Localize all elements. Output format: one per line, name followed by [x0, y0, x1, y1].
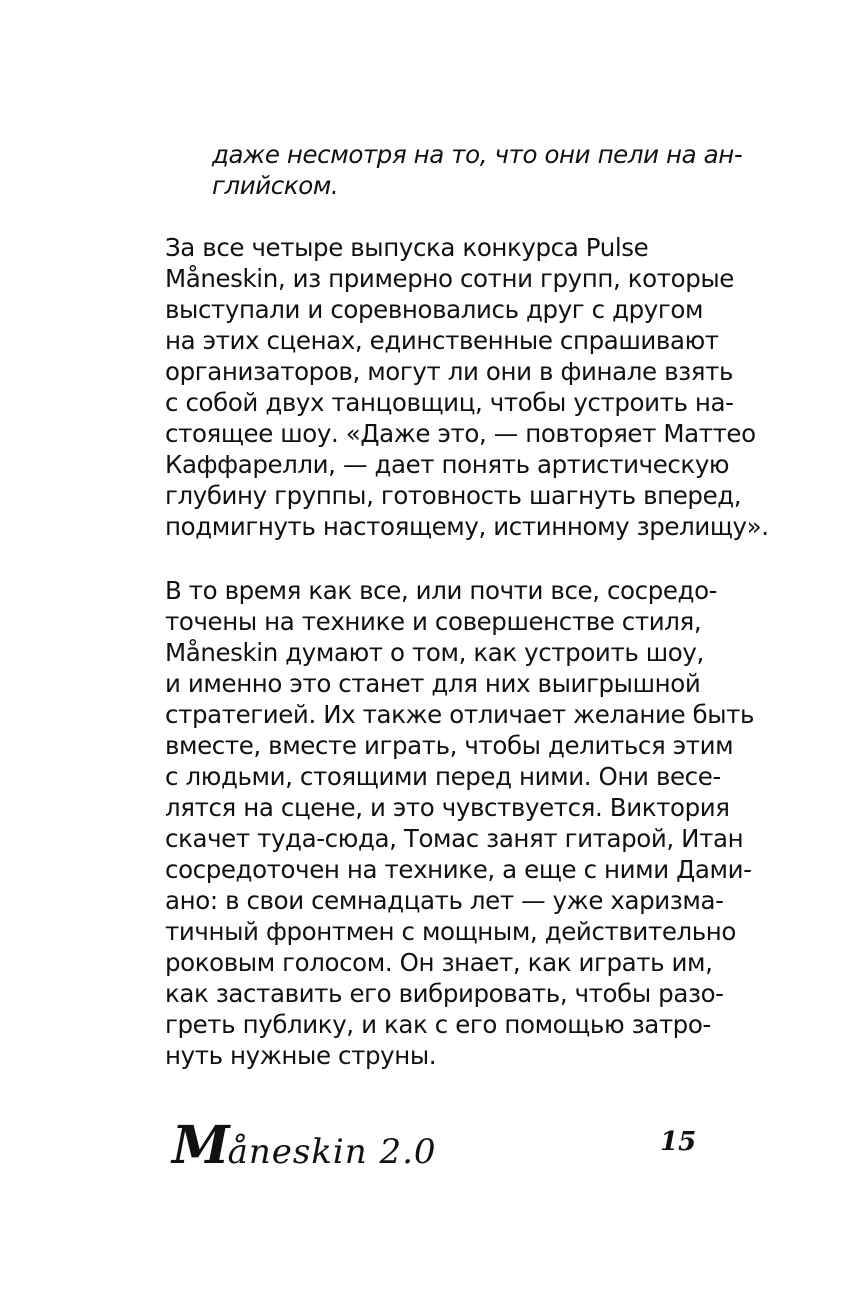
text-line: и именно это станет для них выигрышной [165, 669, 701, 698]
text-line: точены на технике и совершенстве стиля, [165, 607, 702, 636]
text-line: с собой двух танцовщиц, чтобы устроить на- [165, 388, 734, 417]
text-line: тичный фронтмен с мощным, действительно [165, 917, 737, 946]
running-title-text: åneskin 2.0 [227, 1132, 437, 1172]
text-line: как заставить его вибрировать, чтобы разо- [165, 979, 724, 1008]
text-line: Måneskin, из примерно сотни групп, которые [165, 264, 734, 293]
text-line: выступали и соревновались друг с другом [165, 295, 704, 324]
text-line: роковым голосом. Он знает, как играть им, [165, 948, 713, 977]
quote-line: даже несмотря на то, что они пели на ан- [212, 140, 743, 169]
text-line: В то время как все, или почти все, сосредо- [165, 576, 718, 605]
text-line: с людьми, стоящими перед ними. Они весе- [165, 762, 721, 791]
page-number: 15 [660, 1127, 697, 1157]
text-line: сосредоточен на технике, а еще с ними Дами- [165, 855, 752, 884]
text-line: За все четыре выпуска конкурса Pulse [165, 233, 649, 262]
running-title-initial: M [172, 1115, 228, 1176]
text-line: на этих сценах, единственные спрашивают [165, 326, 719, 355]
text-line: стратегией. Их также отличает желание быть [165, 700, 755, 729]
text-line: лятся на сцене, и это чувствуется. Виктория [165, 793, 730, 822]
text-line: организаторов, могут ли они в финале взять [165, 357, 733, 386]
text-line: подмигнуть настоящему, истинному зрелищу». [165, 512, 769, 541]
text-line: стоящее шоу. «Даже это, — повторяет Маттео [165, 419, 756, 448]
text-line: глубину группы, готовность шагнуть вперед, [165, 481, 742, 510]
text-line: греть публику, и как с его помощью затро- [165, 1010, 711, 1039]
text-line: нуть нужные струны. [165, 1041, 437, 1070]
text-line: вместе, вместе играть, чтобы делиться этим [165, 731, 734, 760]
running-title [172, 1116, 437, 1182]
text-line: скачет туда-сюда, Томас занят гитарой, Итан [165, 824, 744, 853]
quote-line: глийском. [212, 171, 339, 200]
text-line: ано: в свои семнадцать лет — уже харизма- [165, 886, 724, 915]
text-line: Каффарелли, — дает понять артистическую [165, 450, 730, 479]
text-line: Måneskin думают о том, как устроить шоу, [165, 638, 704, 667]
